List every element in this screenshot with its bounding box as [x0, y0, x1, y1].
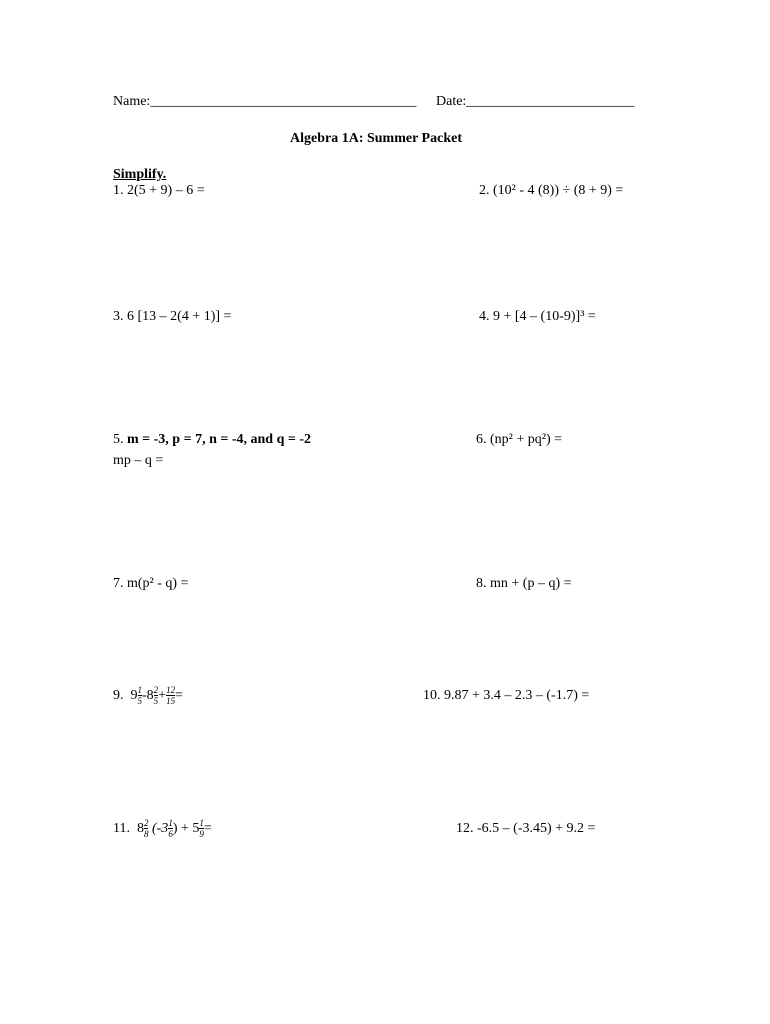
problem-11-equals: = — [203, 821, 212, 837]
numerator: 1 — [168, 818, 173, 828]
problem-4: 4. 9 + [4 – (10-9)]³ = — [479, 309, 596, 324]
problem-11 — [113, 819, 212, 839]
problem-9-op-1: - — [142, 688, 147, 704]
problem-9-whole-1: 9 — [130, 688, 138, 704]
section-heading: Simplify. — [113, 167, 167, 182]
problem-11-middle-close: ) + 5 — [172, 821, 200, 837]
denominator: 8 — [143, 829, 149, 839]
problem-8: 8. mn + (p – q) = — [476, 576, 572, 591]
problem-6: 6. (np² + pq²) = — [476, 432, 563, 447]
date-field-label: Date:________________________ — [436, 94, 635, 109]
problem-9-equals: = — [175, 688, 183, 704]
numerator: 1 — [137, 685, 142, 695]
denominator: 6 — [168, 829, 173, 839]
problem-9-whole-2: 8 — [146, 688, 154, 704]
denominator: 5 — [153, 696, 159, 706]
denominator: 5 — [137, 696, 142, 706]
name-field-label: Name:______________________________________ — [113, 94, 417, 109]
problem-5-expression: mp – q = — [113, 453, 164, 468]
problem-11-whole-1: 8 — [136, 821, 144, 837]
problem-1: 1. 2(5 + 9) – 6 = — [113, 183, 205, 198]
problem-9 — [113, 686, 183, 706]
numerator: 2 — [153, 685, 159, 695]
numerator: 1 — [199, 818, 204, 828]
problem-11-number: 11. — [113, 821, 130, 837]
problem-9-fraction-3 — [166, 686, 175, 706]
problem-7: 7. m(p² - q) = — [113, 576, 189, 591]
problem-9-number: 9. — [113, 688, 124, 704]
denominator: 15 — [166, 696, 176, 706]
problem-2: 2. (10² - 4 (8)) ÷ (8 + 9) = — [479, 183, 624, 198]
numerator: 12 — [166, 685, 176, 695]
problem-5-givens: m = -3, p = 7, n = -4, and q = -2 — [127, 432, 311, 447]
problem-5-number: 5. — [113, 432, 124, 447]
problem-12: 12. -6.5 – (-3.45) + 9.2 = — [456, 821, 596, 836]
problem-3: 3. 6 [13 – 2(4 + 1)] = — [113, 309, 232, 324]
problem-9-op-2: + — [158, 688, 167, 704]
problem-11-middle-open: (-3 — [148, 821, 169, 837]
problem-10: 10. 9.87 + 3.4 – 2.3 – (-1.7) = — [423, 688, 590, 703]
problem-5 — [113, 432, 311, 448]
numerator: 2 — [143, 818, 149, 828]
page-title: Algebra 1A: Summer Packet — [290, 131, 462, 146]
denominator: 9 — [199, 829, 204, 839]
